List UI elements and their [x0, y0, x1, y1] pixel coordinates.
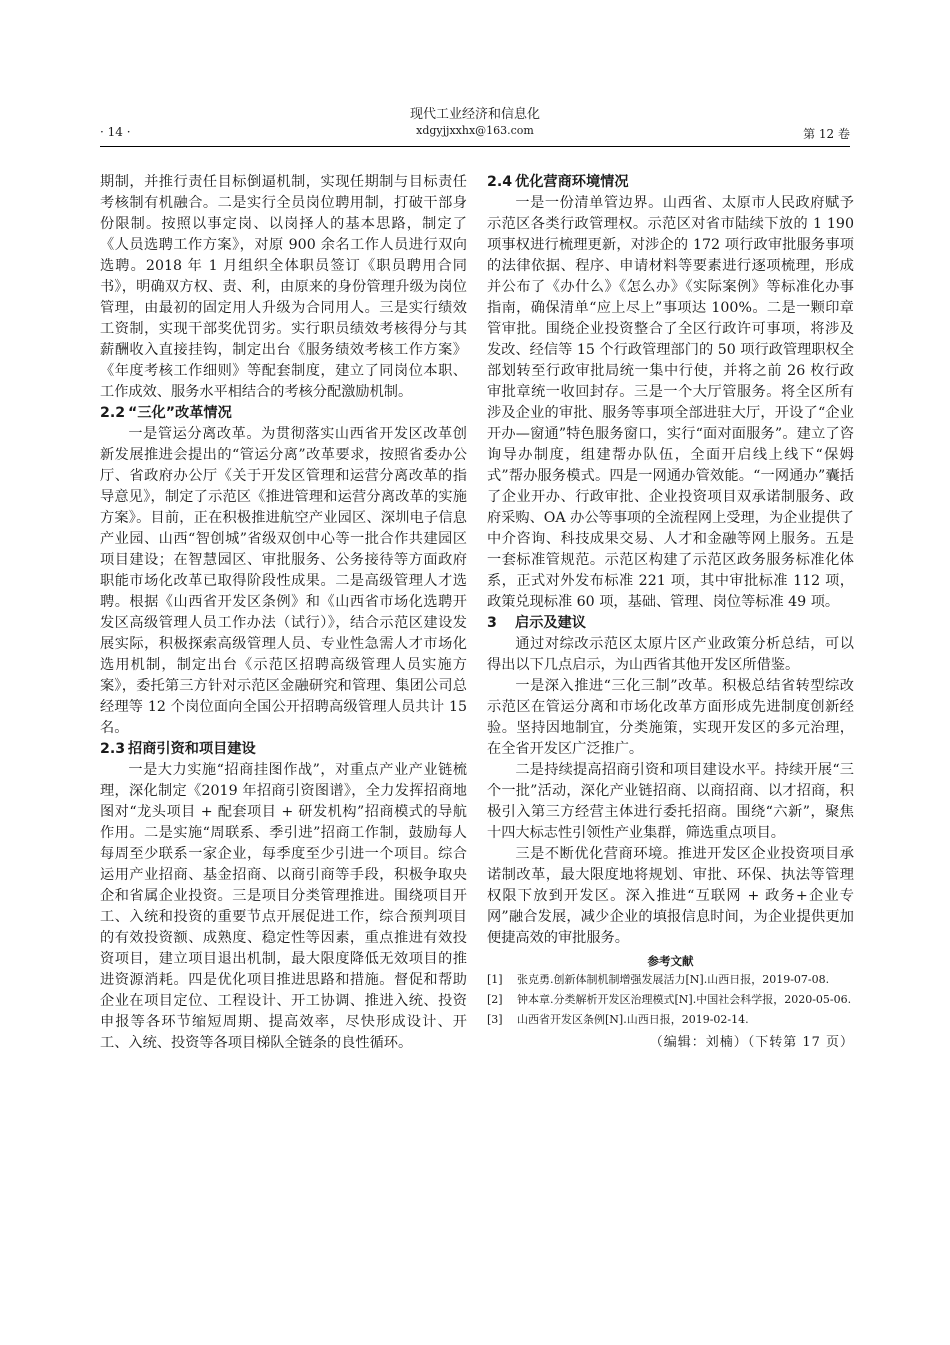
journal-title: 现代工业经济和信息化 [409, 107, 540, 122]
reference-number: [3] [487, 1013, 503, 1026]
section-number: 2.3 [100, 741, 126, 757]
section-heading-2-4 [487, 172, 854, 193]
right-column [487, 172, 854, 1053]
references-heading: 参考文献 [647, 954, 694, 968]
reference-number: [1] [487, 973, 503, 986]
section-heading-2-3 [100, 739, 467, 760]
section-heading-2-2 [100, 403, 467, 424]
paragraph: 三是不断优化营商环境。推进开发区企业投资项目承诺制改革，最大限度地将规划、审批、环保、执法等管理权限下放到开发区。深入推进“互联网 + 政务+企业专网”融合发展，减少企业的填报信息时间，为企业提供更加便捷高效的审批服务。 [487, 846, 854, 946]
reference-item [487, 1011, 854, 1028]
section-number: 2.4 [487, 174, 513, 190]
paragraph: 一是一份清单管边界。山西省、太原市人民政府赋予示范区各类行政管理权。示范区对省市陆续下放的 1 190 项事权进行梳理更新，对涉企的 172 项行政审批服务事项的法律依据、程序、申请材料等要素进行逐项梳理，形成并公布了《办什么》《怎么办》《实际案例》等标准化办事指南，确保清单“应上尽上”事项达 100%。二是一颗印章管审批。围绕企业投资整合了全区行政许可事项，将涉及发改、经信等 15 个行政管理部门的 50 项行政管理职权全部划转至行政审批局统一集中行使，并将之前 26 枚行政审批章统一收回封存。三是一个大厅管服务。将全区所有涉及企业的审批、服务等事项全部进驻大厅，开设了“企业开办—窗通”特色服务窗口，实行“面对面服务”。建立了咨询导办制度，组建帮办队伍，全面开启线上线下“保姆式”帮办服务模式。四是一网通办管效能。“一网通办”囊括了企业开办、行政审批、企业投资项目双承诺制服务、政府采购、OA 办公等事项的全流程网上受理，为企业提供了中介咨询、科技成果交易、人才和金融等网上服务。五是一套标准管规范。示范区构建了示范区政务服务标准化体系，正式对外发布标准 221 项，其中审批标准 112 项，政策兑现标准 60 项，基础、管理、岗位等标准 49 项。 [487, 195, 854, 610]
section-title: “三化”改革情况 [128, 405, 232, 421]
page-header [100, 105, 850, 147]
section-title: 优化营商环境情况 [515, 174, 629, 190]
section-title: 启示及建议 [515, 615, 586, 631]
reference-item [487, 971, 854, 988]
journal-email: xdgyjjxxhx@163.com [416, 124, 534, 137]
header-divider [100, 146, 850, 147]
volume-label: 第 12 卷 [803, 127, 850, 141]
paragraph-continued: 期制，并推行责任目标倒逼机制，实现任期制与目标责任考核制有机融合。二是实行全员岗位聘用制，打破干部身份限制。按照以事定岗、以岗择人的基本思路，制定了《人员选聘工作方案》，对原 900 余名工作人员进行双向选聘。2018 年 1 月组织全体职员签订《职员聘用合同书》，明确双方权、责、利，由原来的身份管理升级为岗位管理，由最初的固定用人升级为合同用人。三是实行绩效工资制，实现干部奖优罚劣。实行职员绩效考核得分与其薪酬收入直接挂钩，制定出台《服务绩效考核工作方案》《年度考核工作细则》等配套制度，建立了同岗位本职、工作成效、服务水平相结合的考核分配激励机制。 [100, 174, 467, 400]
paragraph: 一是深入推进“三化三制”改革。积极总结省转型综改示范区在管运分离和市场化改革方面形成先进制度创新经验。坚持因地制宜，分类施策，实现开发区的多元治理，在全省开发区广泛推广。 [487, 678, 854, 757]
reference-text: 张克勇.创新体制机制增强发展活力[N].山西日报，2019-07-08. [517, 973, 830, 986]
left-column [100, 172, 467, 1054]
reference-list [487, 971, 854, 1028]
section-number: 3 [487, 615, 497, 631]
reference-number: [2] [487, 993, 503, 1006]
section-title: 招商引资和项目建设 [128, 741, 256, 757]
reference-item [487, 991, 854, 1008]
editor-note: （编辑：刘楠）（下转第 17 页） [649, 1035, 854, 1050]
journal-info [100, 107, 850, 139]
section-heading-3 [487, 613, 854, 634]
reference-text: 山西省开发区条例[N].山西日报，2019-02-14. [517, 1013, 749, 1026]
paragraph: 一是大力实施“招商挂图作战”，对重点产业产业链梳理，深化制定《2019 年招商引资图谱》，全力发挥招商地图对“龙头项目 + 配套项目 + 研发机构”招商模式的导航作用。二是实施“周联系、季引进”招商工作制，鼓励每人每周至少联系一家企业，每季度至少引进一个项目。综合运用产业招商、基金招商、以商引商等手段，积极争取央企和省属企业投资。三是项目分类管理推进。围绕项目开工、入统和投资的重要节点开展促进工作，综合预判项目的有效投资额、成熟度、稳定性等因素，重点推进有效投资项目，建立项目退出机制，最大限度降低无效项目的推进资源消耗。四是优化项目推进思路和措施。督促和帮助企业在项目定位、工程设计、开工协调、推进入统、投资申报等各环节缩短周期、提高效率，尽快形成设计、开工、入统、投资等各项目梯队全链条的良性循环。 [100, 762, 467, 1051]
reference-text: 钟本章.分类解析开发区治理模式[N].中国社会科学报，2020-05-06. [517, 993, 852, 1006]
paragraph: 二是持续提高招商引资和项目建设水平。持续开展“三个一批”活动，深化产业链招商、以商招商、以才招商，积极引入第三方经营主体进行委托招商。围绕“六新”，聚焦十四大标志性引领性产业集群，筛选重点项目。 [487, 762, 854, 841]
page-number: · 14 · [100, 125, 131, 139]
paragraph: 一是管运分离改革。为贯彻落实山西省开发区改革创新发展推进会提出的“管运分离”改革要求，按照省委办公厅、省政府办公厅《关于开发区管理和运营分离改革的指导意见》，制定了示范区《推进管理和运营分离改革的实施方案》。目前，正在积极推进航空产业园区、深圳电子信息产业园、山西“智创城”省级双创中心等一批合作共建园区项目建设；在智慧园区、审批服务、公务接待等方面政府职能市场化改革已取得阶段性成果。二是高级管理人才选聘。根据《山西省开发区条例》和《山西省市场化选聘开发区高级管理人员工作办法（试行）》，结合示范区建设发展实际，积极探索高级管理人员、专业性急需人才市场化选用机制，制定出台《示范区招聘高级管理人员实施方案》，委托第三方针对示范区金融研究和管理、集团公司总经理等 12 个岗位面向全国公开招聘高级管理人员共计 15 名。 [100, 426, 467, 736]
section-number: 2.2 [100, 405, 126, 421]
paragraph: 通过对综改示范区太原片区产业政策分析总结，可以得出以下几点启示，为山西省其他开发区所借鉴。 [487, 636, 854, 673]
